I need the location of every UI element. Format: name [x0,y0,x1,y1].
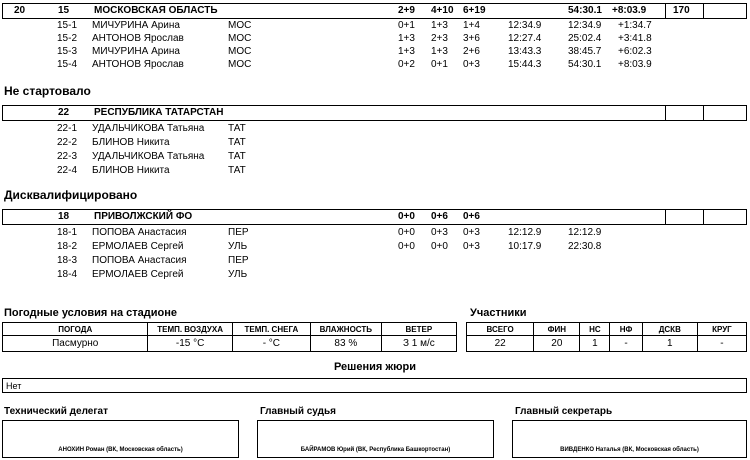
official-name: ВИВДЕНКО Наталья (ВК, Московская область) [560,447,699,453]
region-code: ПЕР [228,227,249,238]
jury-decision-box [2,378,747,393]
cumulative-time: 54:30.1 [568,59,602,70]
team-shoot-2: 4+10 [431,5,454,16]
athlete-name: ЕРМОЛАЕВ Сергей [92,241,184,252]
region-code: УЛЬ [228,241,248,252]
region-code: МОС [228,46,252,57]
team-bib: 15 [58,5,70,16]
leg-id: 22-3 [57,151,78,162]
team-time: 54:30.1 [568,5,602,16]
participants-header: ФИН [534,323,580,336]
region-code: ТАТ [228,123,246,134]
shoot-1: 0+2 [398,59,415,70]
shoot-2: 0+3 [431,227,448,238]
leg-time: 13:43.3 [508,46,542,57]
athlete-name: МИЧУРИНА Арина [92,46,180,57]
team-behind: +8:03.9 [612,5,647,16]
participants-header: НФ [610,323,642,336]
region-code: УЛЬ [228,269,248,280]
behind-time: +6:02.3 [618,46,652,57]
athlete-name: АНТОНОВ Ярослав [92,59,184,70]
leg-time: 12:27.4 [508,33,542,44]
jury-title: Решения жюри [333,361,417,373]
team-name: МОСКОВСКАЯ ОБЛАСТЬ [94,5,218,16]
cumulative-time: 12:12.9 [568,227,602,238]
team-points: 170 [673,5,690,16]
weather-title: Погодные условия на стадионе [4,307,178,319]
leg-id: 18-4 [57,269,78,280]
shoot-2: 0+0 [431,241,448,252]
behind-time: +8:03.9 [618,59,652,70]
participants-table [466,322,747,352]
cumulative-time: 25:02.4 [568,33,602,44]
participants-value: - [610,336,642,352]
region-code: ТАТ [228,151,246,162]
official-role: Главный судья [260,406,336,417]
dsq-section-title: Дисквалифицировано [4,188,138,202]
leg-time: 12:12.9 [508,227,542,238]
weather-value: -15 °C [148,336,232,352]
official-signature-box [257,420,494,458]
official-signature-box [512,420,747,458]
weather-value: З 1 м/с [381,336,456,352]
participants-value: 1 [642,336,697,352]
official-role: Главный секретарь [515,406,613,417]
shoot-3: 2+6 [463,46,480,57]
team-name: ПРИВОЛЖСКИЙ ФО [94,211,193,222]
region-code: МОС [228,59,252,70]
shoot-1: 1+3 [398,46,415,57]
behind-time: +1:34.7 [618,20,652,31]
leg-id: 15-2 [57,33,78,44]
shoot-2: 0+1 [431,59,448,70]
region-code: ТАТ [228,165,246,176]
weather-value: 83 % [310,336,381,352]
shoot-2: 2+3 [431,33,448,44]
leg-id: 15-4 [57,59,78,70]
weather-value: - °C [232,336,310,352]
leg-time: 12:34.9 [508,20,542,31]
region-code: ПЕР [228,255,249,266]
shoot-1: 1+3 [398,33,415,44]
dns-section-title: Не стартовало [4,84,91,98]
jury-decision-text: Нет [6,381,22,391]
participants-value: 20 [534,336,580,352]
team-name: РЕСПУБЛИКА ТАТАРСТАН [94,107,224,118]
participants-value: 1 [580,336,610,352]
athlete-name: БЛИНОВ Никита [92,165,170,176]
behind-time: +3:41.8 [618,33,652,44]
participants-value: 22 [467,336,534,352]
leg-id: 18-2 [57,241,78,252]
leg-id: 18-1 [57,227,78,238]
region-code: ТАТ [228,137,246,148]
shoot-1: 0+0 [398,227,415,238]
participants-header: КРУГ [697,323,746,336]
shoot-1: 0+1 [398,20,415,31]
cumulative-time: 38:45.7 [568,46,602,57]
athlete-name: ЕРМОЛАЕВ Сергей [92,269,184,280]
shoot-3: 0+3 [463,241,480,252]
participants-title: Участники [470,307,527,319]
participants-header: ВСЕГО [467,323,534,336]
athlete-name: БЛИНОВ Никита [92,137,170,148]
team-shoot-2: 0+6 [431,211,448,222]
cumulative-time: 12:34.9 [568,20,602,31]
participants-header: ДСКВ [642,323,697,336]
leg-time: 15:44.3 [508,59,542,70]
shoot-3: 0+3 [463,59,480,70]
weather-header: ВЕТЕР [381,323,456,336]
athlete-name: ПОПОВА Анастасия [92,227,187,238]
participants-value: - [697,336,746,352]
weather-value: Пасмурно [3,336,148,352]
leg-id: 22-2 [57,137,78,148]
official-name: АНОХИН Роман (ВК, Московская область) [58,447,183,453]
athlete-name: АНТОНОВ Ярослав [92,33,184,44]
shoot-3: 3+6 [463,33,480,44]
region-code: МОС [228,33,252,44]
shoot-2: 1+3 [431,20,448,31]
leg-time: 10:17.9 [508,241,542,252]
leg-id: 22-1 [57,123,78,134]
official-name: БАЙРАМОВ Юрий (ВК, Республика Башкортостан) [300,447,451,453]
athlete-name: МИЧУРИНА Арина [92,20,180,31]
official-signature-box [2,420,239,458]
shoot-2: 1+3 [431,46,448,57]
leg-id: 22-4 [57,165,78,176]
participants-header: НС [580,323,610,336]
shoot-3: 0+3 [463,227,480,238]
athlete-name: ПОПОВА Анастасия [92,255,187,266]
shoot-1: 0+0 [398,241,415,252]
region-code: МОС [228,20,252,31]
shoot-3: 1+4 [463,20,480,31]
team-shoot-1: 0+0 [398,211,415,222]
athlete-name: УДАЛЬЧИКОВА Татьяна [92,151,205,162]
team-shoot-3: 6+19 [463,5,486,16]
team-bib: 18 [58,211,70,222]
leg-id: 15-3 [57,46,78,57]
cumulative-time: 22:30.8 [568,241,602,252]
weather-header: ПОГОДА [3,323,148,336]
team-bib: 22 [58,107,70,118]
weather-table [2,322,457,352]
athlete-name: УДАЛЬЧИКОВА Татьяна [92,123,205,134]
team-shoot-1: 2+9 [398,5,415,16]
official-role: Технический делегат [4,406,108,417]
team-rank: 20 [14,5,26,16]
weather-header: ВЛАЖНОСТЬ [310,323,381,336]
team-shoot-3: 0+6 [463,211,480,222]
weather-header: ТЕМП. ВОЗДУХА [148,323,232,336]
weather-header: ТЕМП. СНЕГА [232,323,310,336]
leg-id: 18-3 [57,255,78,266]
leg-id: 15-1 [57,20,78,31]
